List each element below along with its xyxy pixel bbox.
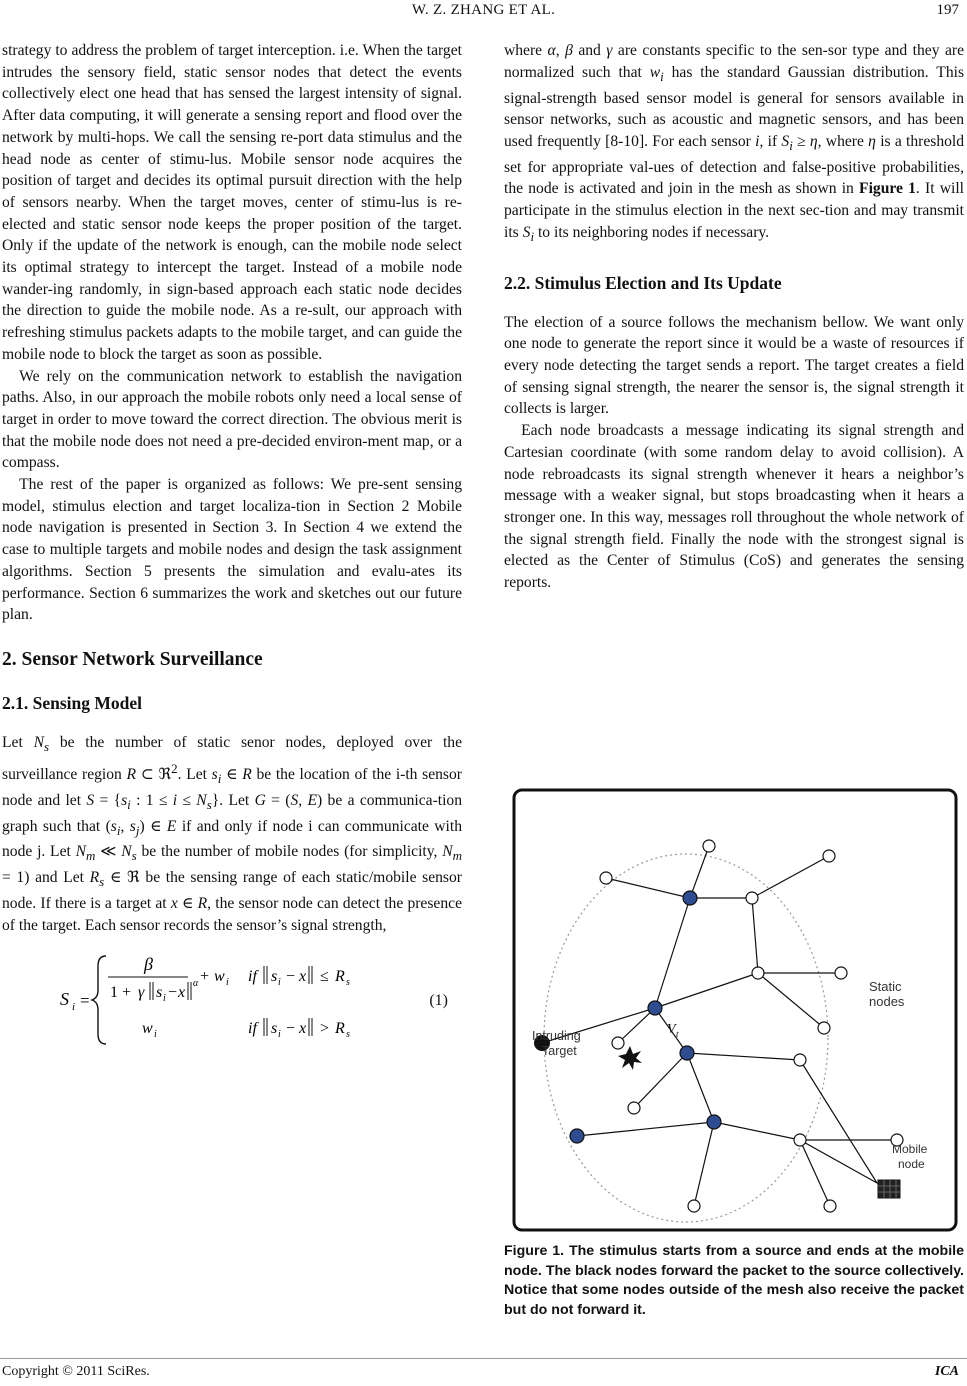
svg-text:w: w bbox=[214, 968, 225, 986]
svg-text:if: if bbox=[248, 968, 257, 986]
footer-rule bbox=[0, 1358, 967, 1359]
svg-text:i: i bbox=[154, 1029, 157, 1041]
section-2-2-title: 2.2. Stimulus Election and Its Update bbox=[504, 272, 782, 293]
svg-text:if: if bbox=[248, 1020, 257, 1038]
svg-text:x: x bbox=[178, 984, 186, 1002]
paragraph-broadcast: Each node broadcasts a message indicating its signal strength and Cartesian coordinate (with some random delay to avoid collision). A node rebroadcasts its signal strength whenever it hears a neighbor’s message with a weaker signal, but stops broadcasting when it hears a stronger one. In this way, messages roll throughout the whole network of the signal strength field. Finally the node with the strongest signal is elected as the Center of Stimulus (CoS) and generates the sensing reports. bbox=[504, 422, 964, 592]
velocity-label: V bbox=[667, 1022, 676, 1037]
intruding-label: Intruding bbox=[532, 1029, 581, 1043]
section-2-1-title: 2.1. Sensing Model bbox=[2, 692, 143, 713]
left-column bbox=[2, 40, 462, 1050]
svg-text:1 +: 1 + bbox=[110, 984, 132, 1002]
svg-text:>: > bbox=[320, 1020, 330, 1038]
svg-text:i: i bbox=[226, 977, 229, 989]
svg-text:x: x bbox=[299, 1020, 307, 1038]
running-title: W. Z. ZHANG ET AL. bbox=[411, 2, 556, 18]
svg-text:R: R bbox=[335, 1020, 345, 1038]
paragraph-election: The election of a source follows the mechanism bellow. We want only one node to generate the report since it would be a waste of resources if every node detecting the target sends a report. The target creates a field of sensing signal strength, the nearer the sensor is, the signal strength it collects is larger. bbox=[504, 313, 964, 418]
svg-text:γ: γ bbox=[138, 984, 145, 1002]
svg-text:≤: ≤ bbox=[320, 968, 329, 986]
svg-text:nodes: nodes bbox=[869, 994, 905, 1009]
right-column bbox=[504, 40, 964, 594]
page-footer bbox=[0, 1364, 967, 1386]
paragraph-navigation: We rely on the communication network to establish the navigation paths. Also, in our approach the mobile robots only need a local sense of target in order to move toward the correct direction. The obvious merit is that the mobile node does not need a pre-decided environ-ment map, or a compass. bbox=[2, 367, 462, 472]
svg-text:i: i bbox=[278, 1029, 281, 1041]
svg-text:node: node bbox=[898, 1157, 925, 1171]
paragraph-sensing-model: Let $N_s$ be the number of static senor nodes, deployed over the surveillance region R ⊂ ℜ$^2$. Let $s_i$ ∈ R be the location of the i-th sensor node and let $S = \{s_i$ : $1 \le i \le N_s$}. Let G = (S, E) be a communica-tion graph such that ($s_i$, $s_j$) ∈ E if and only if node i can communicate with node j. Let $N_m$ ≪ $N_s$ be the number of mobile nodes (for simplicity, $N_m = 1$) and Let $R_s$ ∈ ℜ be the sensing range of each static/mobile sensor node. If there is a target at x ∈ R, the sensor node can detect the presence of the target. Each sensor records the sensor’s signal strength, bbox=[2, 733, 463, 934]
svg-text:R: R bbox=[335, 968, 345, 986]
copyright-notice: Copyright © 2011 SciRes. bbox=[2, 1364, 150, 1379]
svg-text:α: α bbox=[193, 978, 199, 990]
svg-text:t: t bbox=[676, 1029, 679, 1039]
svg-text:i: i bbox=[278, 977, 281, 989]
figure-1 bbox=[512, 788, 962, 1233]
mobile-node-icon bbox=[878, 1180, 900, 1198]
svg-text:s: s bbox=[346, 1029, 350, 1041]
section-2-title: 2. Sensor Network Surveillance bbox=[2, 648, 263, 670]
svg-text:−: − bbox=[286, 1020, 296, 1038]
page-number: 197 bbox=[936, 2, 959, 18]
svg-text:s: s bbox=[271, 1020, 278, 1038]
equation-1-graphic bbox=[42, 950, 462, 1050]
figure-1-caption: Figure 1. The stimulus starts from a source and ends at the mobile node. The black nodes forward the packet to the source collectively. Notice that some nodes outside of the mesh also receive the packet but do not forward it. bbox=[504, 1243, 964, 1318]
journal-abbrev: ICA bbox=[934, 1364, 959, 1379]
svg-text:−: − bbox=[168, 984, 178, 1002]
svg-text:−: − bbox=[286, 968, 296, 986]
paragraph-intro: strategy to address the problem of target interception. i.e. When the target intrudes the sensory field, static sensor nodes that detect the events collectively elect one head that has sensed the largest intensity of signal. After data computing, it will generate a sensing report and flood over the network by multi-hops. We call the sensing re-port data stimulus and the head node as center of stimu-lus. Mobile sensor node acquires the position of target and decides its optimal pursuit direction with the help of sensors nearby. When the target moves, center of stimu-lus is re-elected and static sensor node keeps the proper position of the target. Only if the update of the network is enough, can the mobile node select its optimal strategy to intercept the target. Instead of a mobile node wander-ing randomly, in sign-based approach each static node decides the direction to guide the mobile node. As a re-sult, our approach with refreshing stimulus packets adapts to the mobile target, and can guide the mobile node to block the target as soon as possible. bbox=[2, 42, 462, 363]
paragraph-organization: The rest of the paper is organized as follows: We pre-sent sensing model, stimulus election and target localiza-tion in Section 2 Mobile node navigation is presented in Section 3. In Section 4 we extend the case to multiple targets and mobile nodes and design the task assignment algorithms. Section 5 presents the simulation and evalu-ates its performance. Section 6 summarizes the work and sketches out our future plan. bbox=[2, 476, 462, 624]
mobile-node-label: Mobile bbox=[892, 1142, 928, 1156]
paragraph-constants: where α, β and γ are constants specific to the sen-sor type and they are normalized such that $w_i$ has the standard Gaussian distribution. This signal-strength based sensor model is general for sensors available in sensor networks, such as acoustic and magnetic sensors, and has been used frequently [8-10]. For each sensor i, if $S_i \ge \eta$, where η is a threshold set for appropriate val-ues of detection and false-positive probabilities, the node is activated and join in the mesh as shown in Figure 1. It will participate in the stimulus election in the next sec-tion and may transmit its $S_i$ to its neighboring nodes if necessary. bbox=[504, 42, 965, 244]
figure-1-reference[interactable]: Figure 1 bbox=[859, 180, 916, 198]
svg-text:w: w bbox=[142, 1020, 153, 1038]
svg-text:+: + bbox=[200, 968, 210, 986]
equation-1 bbox=[2, 950, 462, 1050]
svg-text:β: β bbox=[144, 954, 153, 975]
svg-text:x: x bbox=[299, 968, 307, 986]
svg-text:Target: Target bbox=[542, 1044, 577, 1058]
svg-text:s: s bbox=[271, 968, 278, 986]
svg-text:i: i bbox=[163, 993, 166, 1005]
network-diagram bbox=[512, 788, 962, 1233]
svg-text:i: i bbox=[72, 1001, 76, 1014]
svg-text:S: S bbox=[60, 989, 69, 1010]
svg-text:s: s bbox=[156, 984, 163, 1002]
equation-number: (1) bbox=[429, 992, 448, 1010]
static-nodes-label: Static bbox=[869, 979, 902, 994]
svg-text:=: = bbox=[80, 991, 90, 1011]
running-header bbox=[0, 0, 967, 30]
svg-text:s: s bbox=[346, 977, 350, 989]
